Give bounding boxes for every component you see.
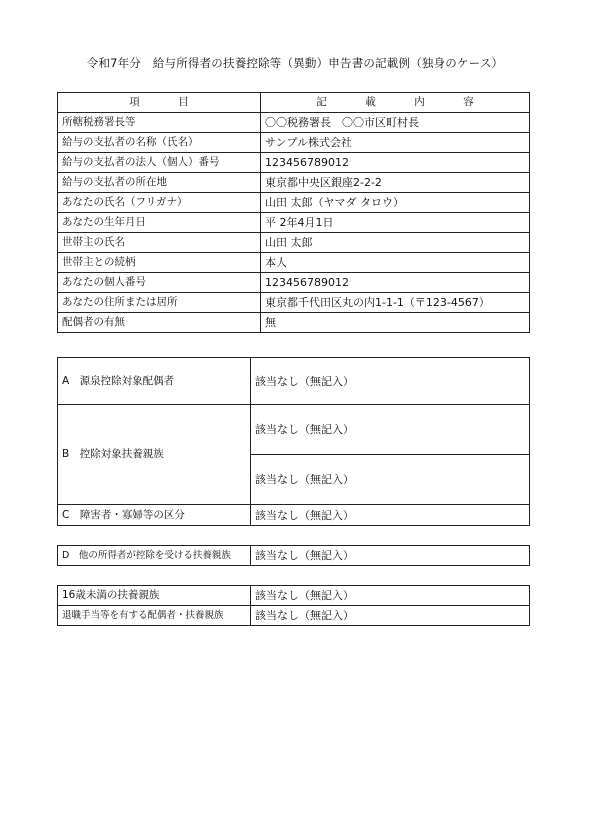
row-label: A 源泉控除対象配偶者 [58,358,251,405]
row-value: 東京都中央区銀座2-2-2 [261,173,530,193]
row-value: 該当なし（無記入） [251,505,530,526]
row-value: 山田 太郎（ヤマダ タロウ） [261,193,530,213]
row-value: 該当なし（無記入） [251,586,530,606]
row-label: 16歳未満の扶養親族 [58,586,251,606]
row-label: 世帯主の氏名 [58,233,261,253]
table-row [58,133,530,153]
table-row [58,273,530,293]
row-value: 123456789012 [261,153,530,173]
table-row-a [58,358,530,405]
row-value: 山田 太郎 [261,233,530,253]
table-row [58,606,530,626]
row-label: D 他の所得者が控除を受ける扶養親族 [58,546,251,566]
row-label: C 障害者・寡婦等の区分 [58,505,251,526]
row-value: 平 2年4月1日 [261,213,530,233]
table-row-c [58,505,530,526]
main-info-table [57,92,530,333]
row-value: 〇〇税務署長 〇〇市区町村長 [261,113,530,133]
row-label: 給与の支払者の所在地 [58,173,261,193]
table-row [58,253,530,273]
row-value: 該当なし（無記入） [251,405,530,455]
row-value: 東京都千代田区丸の内1-1-1（〒123-4567） [261,293,530,313]
row-label: B 控除対象扶養親族 [58,405,251,505]
row-label: 世帯主との続柄 [58,253,261,273]
header-item: 項 目 [58,93,261,113]
table-row [58,173,530,193]
row-value: 該当なし（無記入） [251,606,530,626]
header-content: 記 載 内 容 [261,93,530,113]
row-label: 配偶者の有無 [58,313,261,333]
row-value: 該当なし（無記入） [251,546,530,566]
table-header-row [58,93,530,113]
table-row [58,113,530,133]
table-row-d [58,546,530,566]
minor-dependents-table [57,585,530,626]
row-label: 退職手当等を有する配偶者・扶養親族 [58,606,251,626]
row-label: 給与の支払者の名称（氏名） [58,133,261,153]
table-row [58,586,530,606]
row-label: あなたの氏名（フリガナ） [58,193,261,213]
table-row [58,153,530,173]
row-value: 該当なし（無記入） [251,358,530,405]
other-dependents-table [57,545,530,566]
row-label: あなたの個人番号 [58,273,261,293]
page-title: 令和7年分 給与所得者の扶養控除等（異動）申告書の記載例（独身のケース） [86,56,504,70]
row-value: 本人 [261,253,530,273]
table-row [58,293,530,313]
row-label: あなたの生年月日 [58,213,261,233]
table-row-b [58,405,530,455]
row-value: 無 [261,313,530,333]
row-label: あなたの住所または居所 [58,293,261,313]
row-value: サンプル株式会社 [261,133,530,153]
row-value: 該当なし（無記入） [251,455,530,505]
row-value: 123456789012 [261,273,530,293]
table-row [58,233,530,253]
row-label: 給与の支払者の法人（個人）番号 [58,153,261,173]
table-row [58,213,530,233]
table-row [58,313,530,333]
row-label: 所轄税務署長等 [58,113,261,133]
dependents-table [57,357,530,526]
table-row [58,193,530,213]
